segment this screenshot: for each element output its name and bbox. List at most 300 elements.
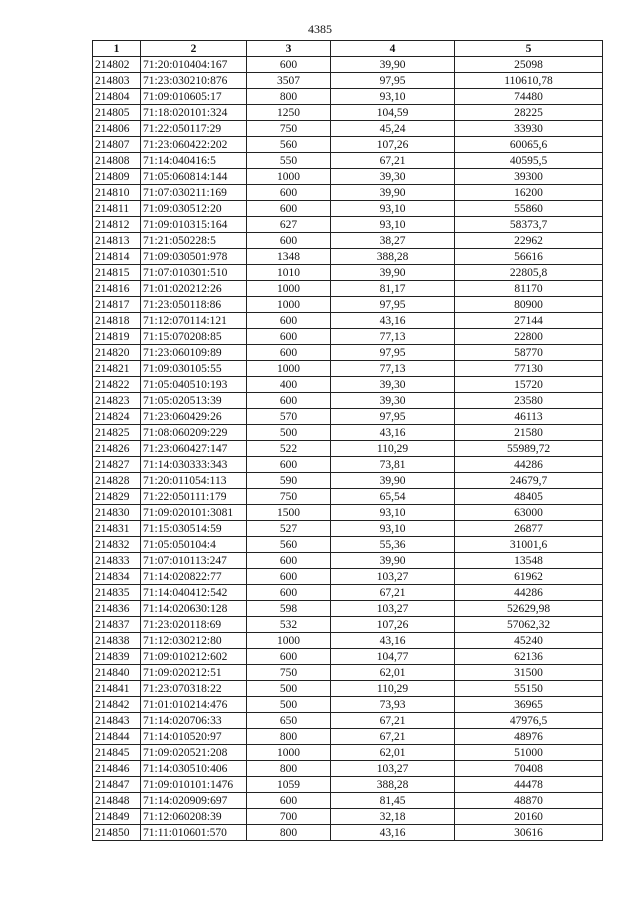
- rate-cell: 67,21: [331, 729, 455, 745]
- value-cell: 22805,8: [455, 265, 603, 281]
- column-header-1: 1: [93, 41, 141, 57]
- cadastral-number-cell: 71:15:070208:85: [141, 329, 247, 345]
- value-cell: 30616: [455, 825, 603, 841]
- cadastral-number-cell: 71:09:020212:51: [141, 665, 247, 681]
- area-cell: 800: [247, 825, 331, 841]
- table-row: [93, 137, 603, 153]
- page-number: 4385: [308, 22, 332, 36]
- value-cell: 47976,5: [455, 713, 603, 729]
- cadastral-number-cell: 71:14:010520:97: [141, 729, 247, 745]
- table-row: [93, 473, 603, 489]
- table-row: [93, 361, 603, 377]
- value-cell: 13548: [455, 553, 603, 569]
- area-cell: 600: [247, 793, 331, 809]
- area-cell: 800: [247, 89, 331, 105]
- cadastral-number-cell: 71:18:020101:324: [141, 105, 247, 121]
- cadastral-number-cell: 71:14:020822:77: [141, 569, 247, 585]
- value-cell: 48405: [455, 489, 603, 505]
- rate-cell: 93,10: [331, 89, 455, 105]
- area-cell: 750: [247, 489, 331, 505]
- rate-cell: 39,90: [331, 57, 455, 73]
- table-row: [93, 697, 603, 713]
- rate-cell: 39,90: [331, 553, 455, 569]
- row-id-cell: 214847: [93, 777, 141, 793]
- table-row: [93, 505, 603, 521]
- rate-cell: 104,77: [331, 649, 455, 665]
- cadastral-number-cell: 71:05:050104:4: [141, 537, 247, 553]
- table-row: [93, 553, 603, 569]
- rate-cell: 103,27: [331, 761, 455, 777]
- table-row: [93, 745, 603, 761]
- rate-cell: 81,17: [331, 281, 455, 297]
- row-id-cell: 214802: [93, 57, 141, 73]
- cadastral-number-cell: 71:14:030510:406: [141, 761, 247, 777]
- cadastral-number-cell: 71:14:020706:33: [141, 713, 247, 729]
- rate-cell: 93,10: [331, 521, 455, 537]
- rate-cell: 67,21: [331, 153, 455, 169]
- table-row: [93, 537, 603, 553]
- area-cell: 570: [247, 409, 331, 425]
- table-row: [93, 457, 603, 473]
- row-id-cell: 214843: [93, 713, 141, 729]
- value-cell: 55989,72: [455, 441, 603, 457]
- area-cell: 600: [247, 233, 331, 249]
- value-cell: 16200: [455, 185, 603, 201]
- cadastral-number-cell: 71:12:060208:39: [141, 809, 247, 825]
- value-cell: 27144: [455, 313, 603, 329]
- value-cell: 44286: [455, 457, 603, 473]
- value-cell: 74480: [455, 89, 603, 105]
- rate-cell: 77,13: [331, 361, 455, 377]
- area-cell: 1000: [247, 361, 331, 377]
- cadastral-number-cell: 71:11:010601:570: [141, 825, 247, 841]
- value-cell: 70408: [455, 761, 603, 777]
- cadastral-number-cell: 71:23:060429:26: [141, 409, 247, 425]
- cadastral-number-cell: 71:08:060209:229: [141, 425, 247, 441]
- row-id-cell: 214813: [93, 233, 141, 249]
- column-header-2: 2: [141, 41, 247, 57]
- table-row: [93, 489, 603, 505]
- table-row: [93, 409, 603, 425]
- cadastral-number-cell: 71:22:050111:179: [141, 489, 247, 505]
- rate-cell: 97,95: [331, 73, 455, 89]
- area-cell: 600: [247, 201, 331, 217]
- cadastral-number-cell: 71:23:020118:69: [141, 617, 247, 633]
- column-header-3: 3: [247, 41, 331, 57]
- table-row: [93, 345, 603, 361]
- row-id-cell: 214844: [93, 729, 141, 745]
- value-cell: 45240: [455, 633, 603, 649]
- rate-cell: 43,16: [331, 425, 455, 441]
- area-cell: 3507: [247, 73, 331, 89]
- row-id-cell: 214832: [93, 537, 141, 553]
- rate-cell: 45,24: [331, 121, 455, 137]
- rate-cell: 110,29: [331, 441, 455, 457]
- value-cell: 26877: [455, 521, 603, 537]
- cadastral-number-cell: 71:07:030211:169: [141, 185, 247, 201]
- rate-cell: 39,90: [331, 185, 455, 201]
- row-id-cell: 214805: [93, 105, 141, 121]
- row-id-cell: 214817: [93, 297, 141, 313]
- row-id-cell: 214816: [93, 281, 141, 297]
- rate-cell: 97,95: [331, 409, 455, 425]
- row-id-cell: 214827: [93, 457, 141, 473]
- table-row: [93, 777, 603, 793]
- value-cell: 60065,6: [455, 137, 603, 153]
- area-cell: 1059: [247, 777, 331, 793]
- row-id-cell: 214823: [93, 393, 141, 409]
- area-cell: 522: [247, 441, 331, 457]
- value-cell: 28225: [455, 105, 603, 121]
- table-row: [93, 89, 603, 105]
- cadastral-number-cell: 71:07:010301:510: [141, 265, 247, 281]
- value-cell: 40595,5: [455, 153, 603, 169]
- row-id-cell: 214822: [93, 377, 141, 393]
- rate-cell: 93,10: [331, 505, 455, 521]
- area-cell: 800: [247, 729, 331, 745]
- row-id-cell: 214807: [93, 137, 141, 153]
- table-row: [93, 233, 603, 249]
- cadastral-number-cell: 71:05:060814:144: [141, 169, 247, 185]
- row-id-cell: 214840: [93, 665, 141, 681]
- cadastral-number-cell: 71:14:040416:5: [141, 153, 247, 169]
- cadastral-number-cell: 71:07:010113:247: [141, 553, 247, 569]
- value-cell: 62136: [455, 649, 603, 665]
- table-row: [93, 761, 603, 777]
- row-id-cell: 214850: [93, 825, 141, 841]
- rate-cell: 39,30: [331, 377, 455, 393]
- table-row: [93, 217, 603, 233]
- area-cell: 600: [247, 569, 331, 585]
- cadastral-number-cell: 71:09:030512:20: [141, 201, 247, 217]
- cadastral-number-cell: 71:14:040412:542: [141, 585, 247, 601]
- row-id-cell: 214814: [93, 249, 141, 265]
- row-id-cell: 214831: [93, 521, 141, 537]
- value-cell: 55150: [455, 681, 603, 697]
- table-row: [93, 425, 603, 441]
- cadastral-number-cell: 71:05:040510:193: [141, 377, 247, 393]
- value-cell: 22800: [455, 329, 603, 345]
- row-id-cell: 214828: [93, 473, 141, 489]
- header-row: [93, 41, 603, 57]
- row-id-cell: 214845: [93, 745, 141, 761]
- area-cell: 560: [247, 537, 331, 553]
- row-id-cell: 214803: [93, 73, 141, 89]
- table-row: [93, 393, 603, 409]
- area-cell: 600: [247, 345, 331, 361]
- row-id-cell: 214833: [93, 553, 141, 569]
- table-row: [93, 825, 603, 841]
- cadastral-number-cell: 71:12:030212:80: [141, 633, 247, 649]
- table-row: [93, 713, 603, 729]
- value-cell: 22962: [455, 233, 603, 249]
- value-cell: 55860: [455, 201, 603, 217]
- row-id-cell: 214826: [93, 441, 141, 457]
- area-cell: 1348: [247, 249, 331, 265]
- table-row: [93, 649, 603, 665]
- rate-cell: 73,81: [331, 457, 455, 473]
- table-row: [93, 521, 603, 537]
- table-row: [93, 57, 603, 73]
- row-id-cell: 214818: [93, 313, 141, 329]
- row-id-cell: 214808: [93, 153, 141, 169]
- rate-cell: 39,90: [331, 473, 455, 489]
- area-cell: 590: [247, 473, 331, 489]
- rate-cell: 39,30: [331, 169, 455, 185]
- row-id-cell: 214820: [93, 345, 141, 361]
- rate-cell: 104,59: [331, 105, 455, 121]
- area-cell: 750: [247, 121, 331, 137]
- area-cell: 1000: [247, 169, 331, 185]
- cadastral-number-cell: 71:12:070114:121: [141, 313, 247, 329]
- value-cell: 20160: [455, 809, 603, 825]
- table-row: [93, 585, 603, 601]
- rate-cell: 67,21: [331, 585, 455, 601]
- value-cell: 44286: [455, 585, 603, 601]
- row-id-cell: 214837: [93, 617, 141, 633]
- rate-cell: 32,18: [331, 809, 455, 825]
- row-id-cell: 214839: [93, 649, 141, 665]
- table-row: [93, 377, 603, 393]
- cadastral-number-cell: 71:09:020101:3081: [141, 505, 247, 521]
- row-id-cell: 214848: [93, 793, 141, 809]
- table-row: [93, 73, 603, 89]
- cadastral-number-cell: 71:09:010101:1476: [141, 777, 247, 793]
- rate-cell: 38,27: [331, 233, 455, 249]
- table-row: [93, 329, 603, 345]
- row-id-cell: 214842: [93, 697, 141, 713]
- area-cell: 1000: [247, 297, 331, 313]
- cadastral-number-cell: 71:09:010605:17: [141, 89, 247, 105]
- area-cell: 600: [247, 585, 331, 601]
- value-cell: 48870: [455, 793, 603, 809]
- value-cell: 61962: [455, 569, 603, 585]
- table-row: [93, 105, 603, 121]
- area-cell: 560: [247, 137, 331, 153]
- area-cell: 600: [247, 185, 331, 201]
- value-cell: 25098: [455, 57, 603, 73]
- column-header-4: 4: [331, 41, 455, 57]
- row-id-cell: 214821: [93, 361, 141, 377]
- row-id-cell: 214819: [93, 329, 141, 345]
- cadastral-number-cell: 71:05:020513:39: [141, 393, 247, 409]
- rate-cell: 67,21: [331, 713, 455, 729]
- cadastral-number-cell: 71:23:060109:89: [141, 345, 247, 361]
- table-row: [93, 153, 603, 169]
- cadastral-number-cell: 71:21:050228:5: [141, 233, 247, 249]
- value-cell: 80900: [455, 297, 603, 313]
- cadastral-number-cell: 71:15:030514:59: [141, 521, 247, 537]
- table-row: [93, 617, 603, 633]
- rate-cell: 77,13: [331, 329, 455, 345]
- table-body: [93, 57, 603, 841]
- value-cell: 21580: [455, 425, 603, 441]
- table-row: [93, 185, 603, 201]
- cadastral-number-cell: 71:09:030501:978: [141, 249, 247, 265]
- value-cell: 77130: [455, 361, 603, 377]
- row-id-cell: 214846: [93, 761, 141, 777]
- cadastral-number-cell: 71:14:020909:697: [141, 793, 247, 809]
- cadastral-number-cell: 71:23:060422:202: [141, 137, 247, 153]
- value-cell: 31500: [455, 665, 603, 681]
- row-id-cell: 214815: [93, 265, 141, 281]
- value-cell: 56616: [455, 249, 603, 265]
- rate-cell: 55,36: [331, 537, 455, 553]
- area-cell: 500: [247, 697, 331, 713]
- data-table: [92, 40, 603, 841]
- row-id-cell: 214812: [93, 217, 141, 233]
- area-cell: 400: [247, 377, 331, 393]
- row-id-cell: 214841: [93, 681, 141, 697]
- rate-cell: 39,30: [331, 393, 455, 409]
- area-cell: 1500: [247, 505, 331, 521]
- value-cell: 15720: [455, 377, 603, 393]
- cadastral-number-cell: 71:09:020521:208: [141, 745, 247, 761]
- value-cell: 110610,78: [455, 73, 603, 89]
- cadastral-number-cell: 71:20:010404:167: [141, 57, 247, 73]
- value-cell: 52629,98: [455, 601, 603, 617]
- cadastral-number-cell: 71:09:030105:55: [141, 361, 247, 377]
- rate-cell: 73,93: [331, 697, 455, 713]
- rate-cell: 110,29: [331, 681, 455, 697]
- rate-cell: 39,90: [331, 265, 455, 281]
- row-id-cell: 214836: [93, 601, 141, 617]
- area-cell: 1010: [247, 265, 331, 281]
- row-id-cell: 214834: [93, 569, 141, 585]
- table-row: [93, 633, 603, 649]
- area-cell: 550: [247, 153, 331, 169]
- cadastral-number-cell: 71:09:010212:602: [141, 649, 247, 665]
- table-row: [93, 441, 603, 457]
- value-cell: 81170: [455, 281, 603, 297]
- table-row: [93, 793, 603, 809]
- rate-cell: 107,26: [331, 137, 455, 153]
- rate-cell: 65,54: [331, 489, 455, 505]
- rate-cell: 43,16: [331, 313, 455, 329]
- area-cell: 1000: [247, 281, 331, 297]
- cadastral-number-cell: 71:23:030210:876: [141, 73, 247, 89]
- value-cell: 63000: [455, 505, 603, 521]
- cadastral-number-cell: 71:23:050118:86: [141, 297, 247, 313]
- table-row: [93, 809, 603, 825]
- rate-cell: 93,10: [331, 217, 455, 233]
- area-cell: 500: [247, 425, 331, 441]
- row-id-cell: 214835: [93, 585, 141, 601]
- rate-cell: 43,16: [331, 633, 455, 649]
- cadastral-number-cell: 71:23:070318:22: [141, 681, 247, 697]
- value-cell: 36965: [455, 697, 603, 713]
- rate-cell: 93,10: [331, 201, 455, 217]
- area-cell: 600: [247, 457, 331, 473]
- row-id-cell: 214830: [93, 505, 141, 521]
- row-id-cell: 214804: [93, 89, 141, 105]
- rate-cell: 81,45: [331, 793, 455, 809]
- row-id-cell: 214824: [93, 409, 141, 425]
- table-row: [93, 313, 603, 329]
- rate-cell: 388,28: [331, 249, 455, 265]
- value-cell: 58770: [455, 345, 603, 361]
- area-cell: 600: [247, 553, 331, 569]
- cadastral-number-cell: 71:09:010315:164: [141, 217, 247, 233]
- area-cell: 600: [247, 649, 331, 665]
- value-cell: 39300: [455, 169, 603, 185]
- area-cell: 600: [247, 329, 331, 345]
- area-cell: 750: [247, 665, 331, 681]
- table-row: [93, 249, 603, 265]
- rate-cell: 388,28: [331, 777, 455, 793]
- area-cell: 1000: [247, 633, 331, 649]
- row-id-cell: 214838: [93, 633, 141, 649]
- value-cell: 46113: [455, 409, 603, 425]
- value-cell: 23580: [455, 393, 603, 409]
- cadastral-number-cell: 71:01:010214:476: [141, 697, 247, 713]
- table-row: [93, 169, 603, 185]
- table-row: [93, 681, 603, 697]
- area-cell: 1000: [247, 745, 331, 761]
- area-cell: 500: [247, 681, 331, 697]
- rate-cell: 97,95: [331, 297, 455, 313]
- area-cell: 1250: [247, 105, 331, 121]
- table-row: [93, 601, 603, 617]
- row-id-cell: 214849: [93, 809, 141, 825]
- rate-cell: 103,27: [331, 601, 455, 617]
- table-row: [93, 201, 603, 217]
- area-cell: 598: [247, 601, 331, 617]
- table-row: [93, 665, 603, 681]
- table-row: [93, 121, 603, 137]
- area-cell: 600: [247, 313, 331, 329]
- cadastral-number-cell: 71:14:030333:343: [141, 457, 247, 473]
- area-cell: 627: [247, 217, 331, 233]
- rate-cell: 97,95: [331, 345, 455, 361]
- cadastral-number-cell: 71:22:050117:29: [141, 121, 247, 137]
- row-id-cell: 214825: [93, 425, 141, 441]
- row-id-cell: 214829: [93, 489, 141, 505]
- cadastral-number-cell: 71:20:011054:113: [141, 473, 247, 489]
- table-row: [93, 569, 603, 585]
- table-row: [93, 297, 603, 313]
- value-cell: 31001,6: [455, 537, 603, 553]
- area-cell: 800: [247, 761, 331, 777]
- table-row: [93, 729, 603, 745]
- area-cell: 700: [247, 809, 331, 825]
- cadastral-number-cell: 71:14:020630:128: [141, 601, 247, 617]
- rate-cell: 62,01: [331, 745, 455, 761]
- rate-cell: 107,26: [331, 617, 455, 633]
- table-row: [93, 281, 603, 297]
- table-header: [93, 41, 603, 57]
- area-cell: 532: [247, 617, 331, 633]
- rate-cell: 62,01: [331, 665, 455, 681]
- cadastral-number-cell: 71:01:020212:26: [141, 281, 247, 297]
- row-id-cell: 214806: [93, 121, 141, 137]
- area-cell: 650: [247, 713, 331, 729]
- rate-cell: 103,27: [331, 569, 455, 585]
- value-cell: 51000: [455, 745, 603, 761]
- cadastral-number-cell: 71:23:060427:147: [141, 441, 247, 457]
- area-cell: 527: [247, 521, 331, 537]
- row-id-cell: 214809: [93, 169, 141, 185]
- area-cell: 600: [247, 57, 331, 73]
- value-cell: 33930: [455, 121, 603, 137]
- column-header-5: 5: [455, 41, 603, 57]
- row-id-cell: 214811: [93, 201, 141, 217]
- row-id-cell: 214810: [93, 185, 141, 201]
- value-cell: 48976: [455, 729, 603, 745]
- area-cell: 600: [247, 393, 331, 409]
- value-cell: 44478: [455, 777, 603, 793]
- rate-cell: 43,16: [331, 825, 455, 841]
